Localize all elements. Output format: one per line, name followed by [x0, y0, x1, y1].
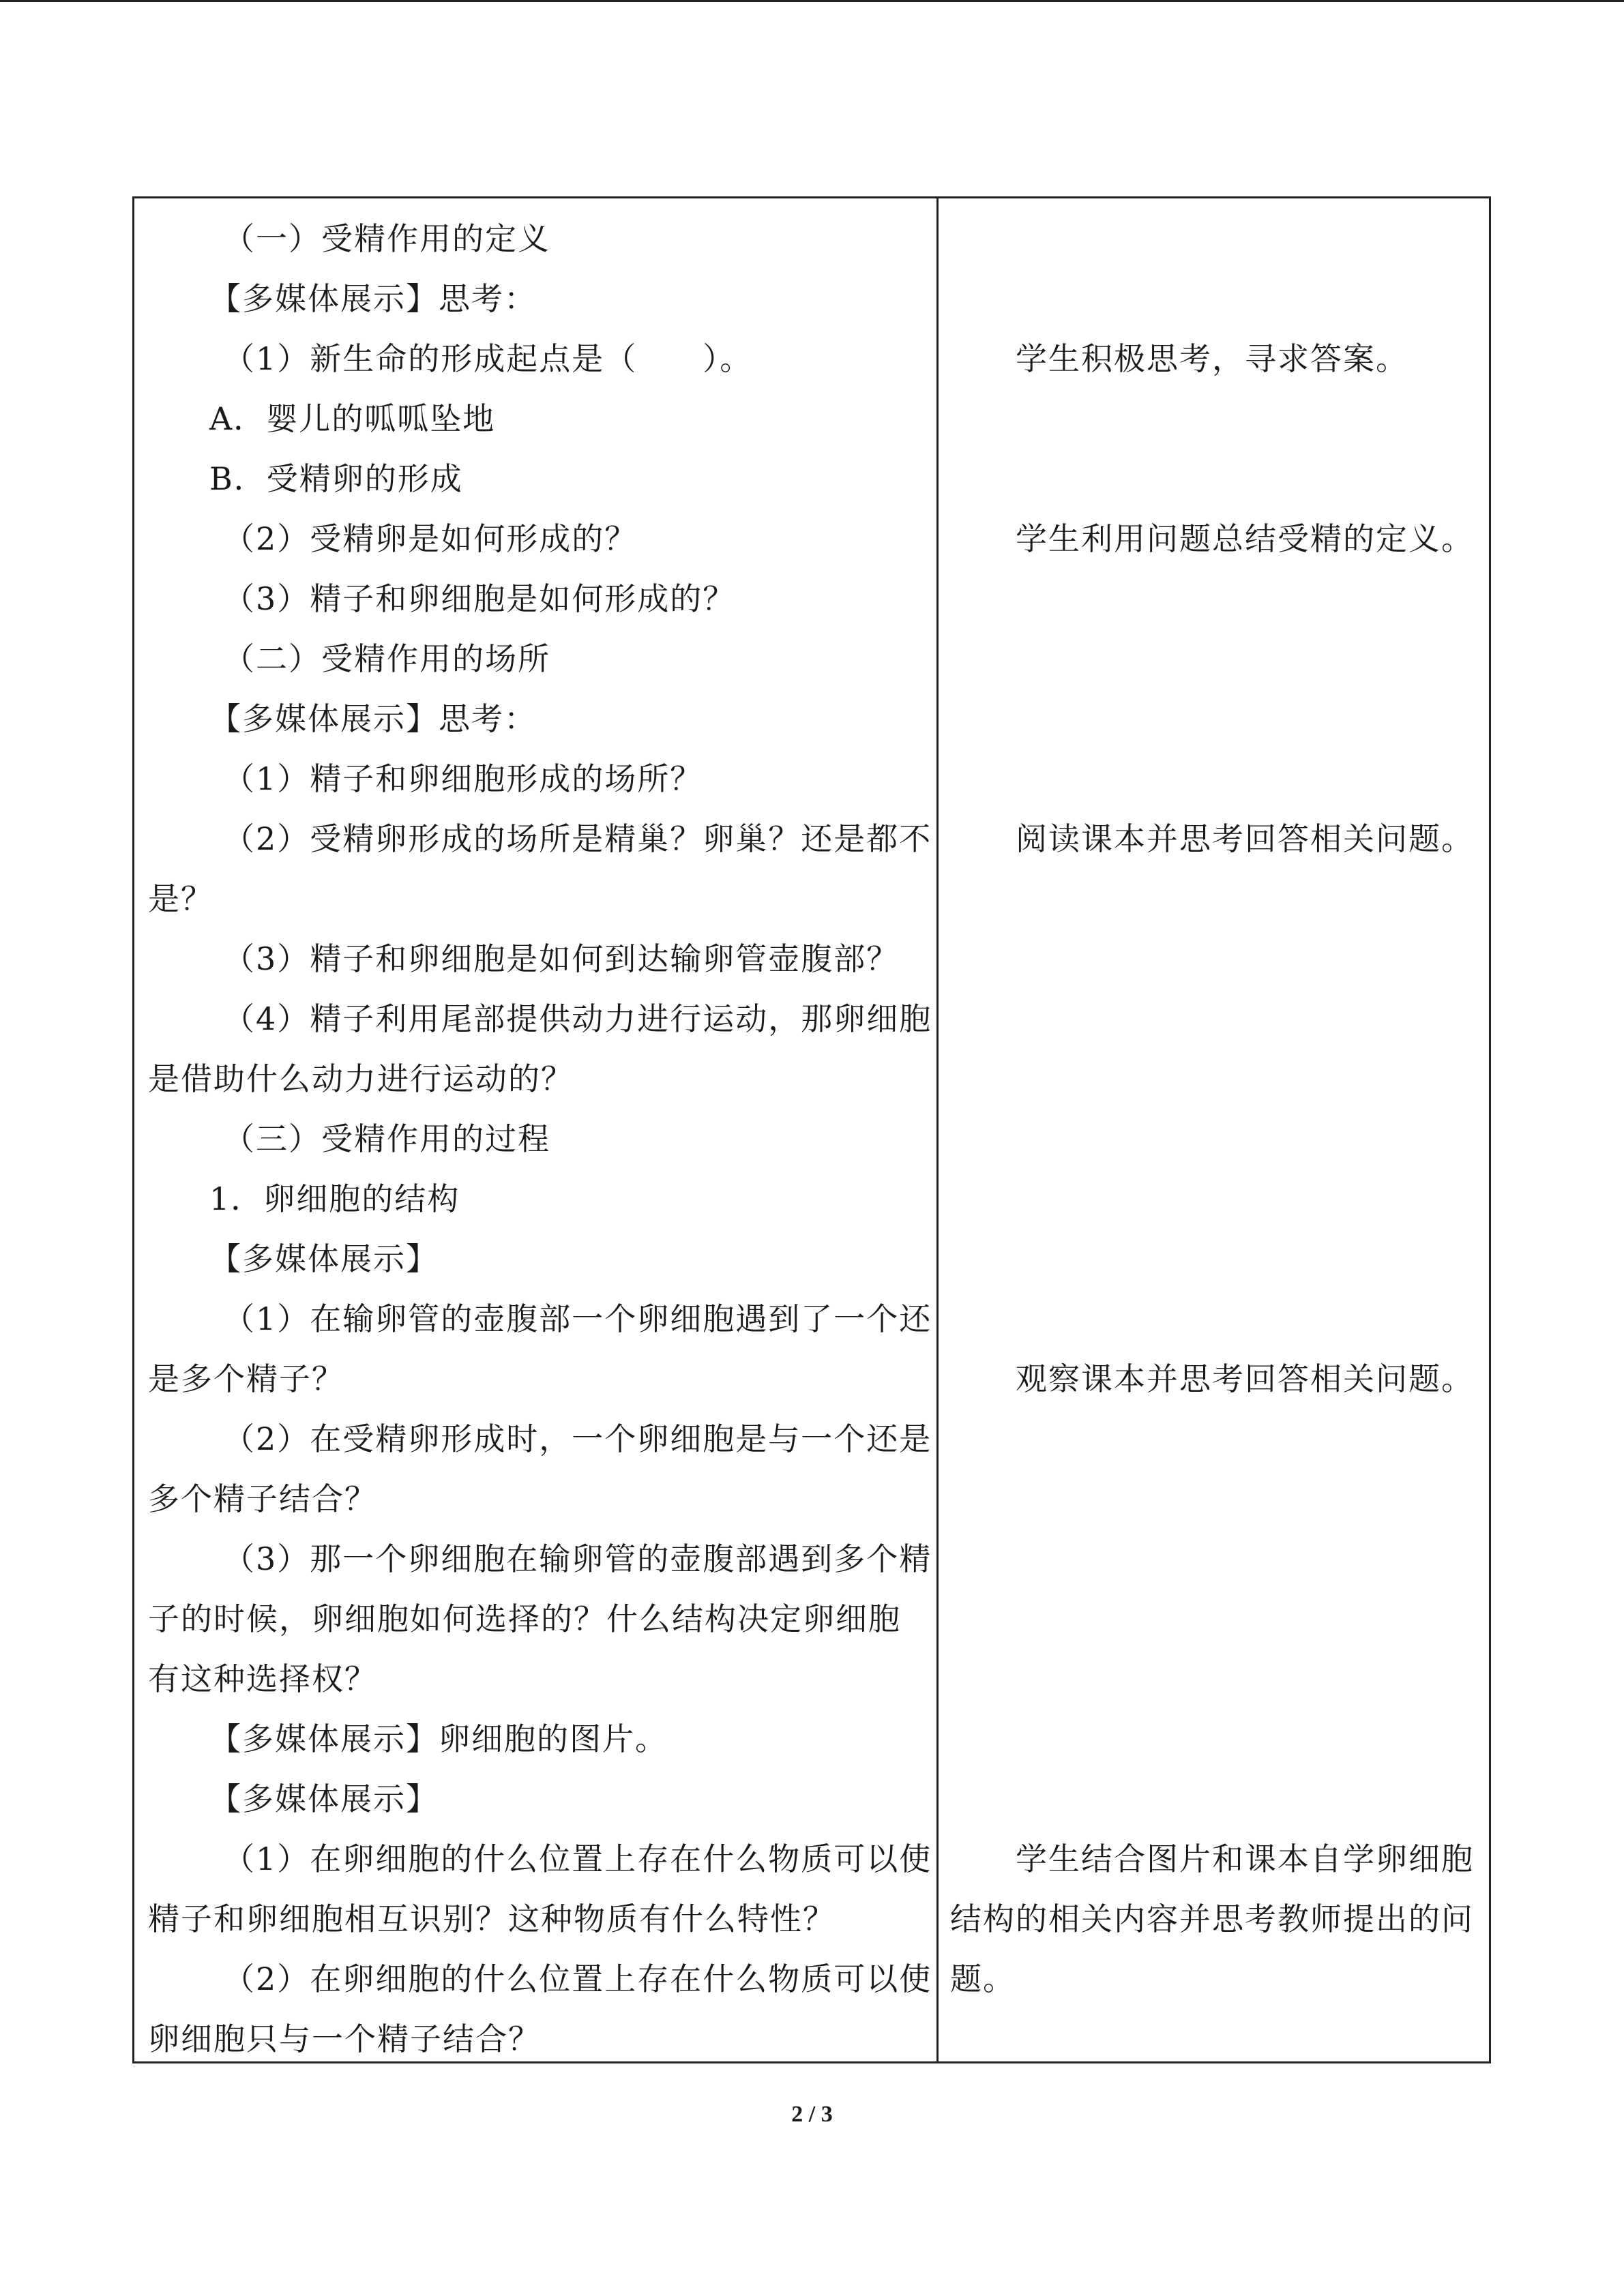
question-line: （2）受精卵是如何形成的？ [223, 520, 638, 557]
column-divider [936, 198, 939, 2061]
student-activity-line-continued: 题。 [950, 1960, 1016, 1997]
question-line-continued: 卵细胞只与一个精子结合？ [148, 2021, 541, 2057]
student-activity-line-continued: 结构的相关内容并思考教师提出的问 [950, 1900, 1474, 1937]
question-line-continued: 多个精子结合？ [148, 1480, 377, 1517]
question-line: （1）精子和卵细胞形成的场所？ [223, 760, 703, 797]
question-line-continued: 精子和卵细胞相互识别？这种物质有什么特性？ [148, 1900, 836, 1937]
question-line: （4）精子利用尾部提供动力进行运动，那卵细胞 [223, 1000, 932, 1037]
student-activity-line: 阅读课本并思考回答相关问题。 [1016, 820, 1474, 857]
question-line: （1）在卵细胞的什么位置上存在什么物质可以使 [223, 1840, 932, 1877]
subsection-heading: 1．卵细胞的结构 [209, 1180, 460, 1217]
question-line: （3）精子和卵细胞是如何形成的？ [223, 580, 736, 617]
multimedia-prompt: 【多媒体展示】卵细胞的图片。 [209, 1720, 668, 1757]
question-line: （2）受精卵形成的场所是精巢？卵巢？还是都不 [223, 820, 932, 857]
teacher-activity-column [148, 198, 932, 2061]
option-line: B．受精卵的形成 [209, 460, 463, 497]
student-activity-line: 学生结合图片和课本自学卵细胞 [1016, 1840, 1474, 1877]
option-line: A．婴儿的呱呱坠地 [209, 400, 496, 437]
section-heading-site: （二）受精作用的场所 [223, 640, 550, 677]
student-activity-line: 观察课本并思考回答相关问题。 [1016, 1360, 1474, 1397]
question-line: （2）在卵细胞的什么位置上存在什么物质可以使 [223, 1960, 932, 1997]
section-heading-definition: （一）受精作用的定义 [223, 220, 550, 257]
question-line: （1）在输卵管的壶腹部一个卵细胞遇到了一个还 [223, 1300, 932, 1337]
question-line: （3）精子和卵细胞是如何到达输卵管壶腹部？ [223, 940, 900, 977]
student-activity-column [950, 198, 1482, 2061]
question-line-continued: 是多个精子？ [148, 1360, 344, 1397]
question-line-continued: 有这种选择权？ [148, 1660, 377, 1697]
student-activity-line: 学生积极思考，寻求答案。 [1016, 340, 1408, 377]
page-number: 2 / 3 [791, 2102, 833, 2127]
multimedia-prompt: 【多媒体展示】 [209, 1240, 439, 1277]
multimedia-prompt: 【多媒体展示】 [209, 1780, 439, 1817]
section-heading-process: （三）受精作用的过程 [223, 1120, 550, 1157]
question-line: （1）新生命的形成起点是（ ）。 [223, 340, 753, 377]
question-line-continued: 是借助什么动力进行运动的？ [148, 1060, 574, 1097]
question-line-continued: 子的时候，卵细胞如何选择的？什么结构决定卵细胞 [148, 1600, 901, 1637]
question-line: （3）那一个卵细胞在输卵管的壶腹部遇到多个精 [223, 1540, 932, 1577]
top-border-rule [0, 0, 1624, 2]
question-line-continued: 是？ [148, 880, 213, 917]
lesson-table [132, 196, 1491, 2063]
student-activity-line: 学生利用问题总结受精的定义。 [1016, 520, 1474, 557]
multimedia-prompt: 【多媒体展示】思考： [209, 700, 537, 737]
multimedia-prompt: 【多媒体展示】思考： [209, 280, 537, 317]
question-line: （2）在受精卵形成时，一个卵细胞是与一个还是 [223, 1420, 932, 1457]
